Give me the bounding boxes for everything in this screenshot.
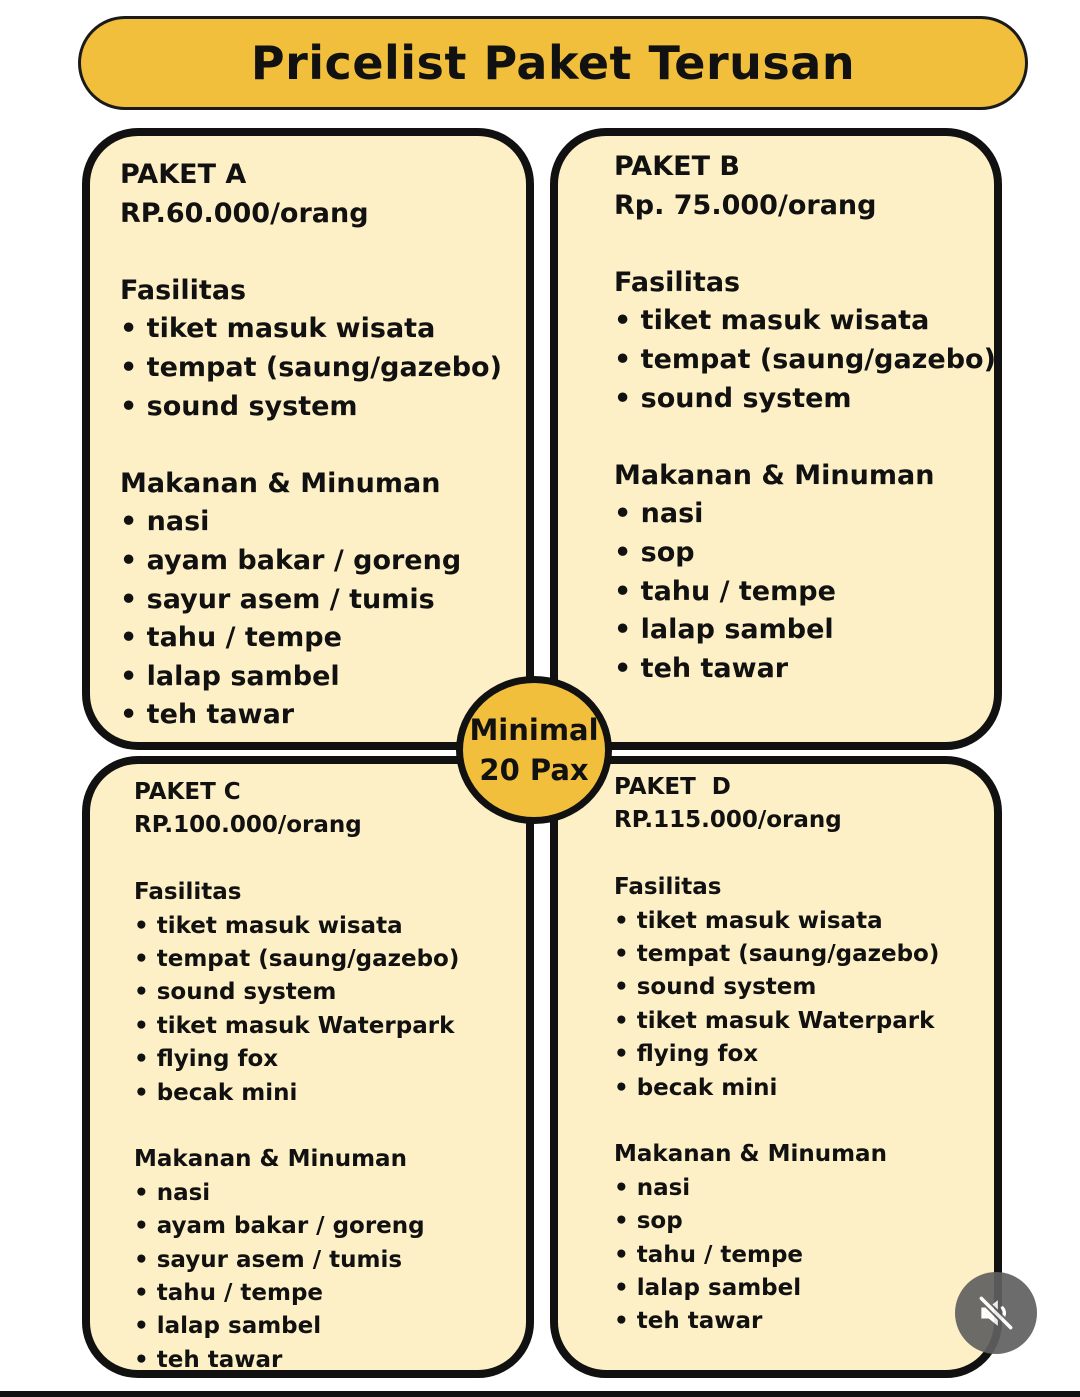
minimum-pax-badge — [456, 676, 612, 824]
package-name: PAKET C — [134, 779, 241, 805]
food-item: • nasi — [120, 503, 502, 542]
food-item: • sayur asem / tumis — [120, 581, 502, 620]
food-heading: Makanan & Minuman — [134, 1146, 407, 1173]
food-heading: Makanan & Minuman — [614, 459, 935, 491]
facilities-heading: Fasilitas — [614, 266, 741, 298]
food-item: • teh tawar — [134, 1344, 459, 1377]
food-item: • tahu / tempe — [614, 1239, 939, 1272]
package-a-content — [120, 156, 502, 735]
package-price: RP.115.000/orang — [614, 807, 842, 834]
facility-item: • sound system — [120, 388, 502, 427]
facilities-heading: Fasilitas — [614, 874, 722, 901]
facility-item: • tempat (saung/gazebo) — [134, 943, 459, 976]
food-item: • tahu / tempe — [134, 1277, 459, 1310]
facility-item: • sound system — [614, 380, 996, 419]
food-heading: Makanan & Minuman — [120, 467, 441, 499]
mute-button[interactable] — [955, 1272, 1037, 1354]
facilities-heading: Fasilitas — [120, 274, 247, 306]
food-item: • lalap sambel — [614, 611, 996, 650]
facility-item: • tiket masuk Waterpark — [134, 1010, 459, 1043]
facilities-heading: Fasilitas — [134, 879, 242, 906]
bottom-divider — [0, 1391, 1080, 1397]
food-item: • tahu / tempe — [120, 619, 502, 658]
package-b-content — [614, 148, 996, 688]
food-item: • nasi — [614, 495, 996, 534]
food-item: • ayam bakar / goreng — [120, 542, 502, 581]
facility-item: • sound system — [614, 971, 939, 1004]
title-banner — [78, 16, 1028, 110]
package-price: RP.60.000/orang — [120, 197, 369, 229]
food-item: • sop — [614, 1205, 939, 1238]
page-title: Pricelist Paket Terusan — [250, 36, 856, 90]
food-item: • teh tawar — [614, 1305, 939, 1338]
facility-item: • becak mini — [134, 1077, 459, 1110]
facility-item: • tiket masuk wisata — [120, 310, 502, 349]
food-item: • sop — [614, 534, 996, 573]
facility-item: • sound system — [134, 976, 459, 1009]
facility-item: • flying fox — [614, 1038, 939, 1071]
food-item: • teh tawar — [120, 696, 502, 735]
facility-item: • flying fox — [134, 1043, 459, 1076]
facility-item: • tempat (saung/gazebo) — [614, 938, 939, 971]
food-heading: Makanan & Minuman — [614, 1141, 887, 1168]
food-item: • nasi — [614, 1172, 939, 1205]
food-item: • lalap sambel — [134, 1310, 459, 1343]
facility-item: • tiket masuk wisata — [614, 905, 939, 938]
food-item: • tahu / tempe — [614, 573, 996, 612]
badge-line-2: 20 Pax — [479, 753, 589, 787]
facility-item: • becak mini — [614, 1072, 939, 1105]
food-item: • sayur asem / tumis — [134, 1244, 459, 1277]
food-item: • lalap sambel — [120, 658, 502, 697]
speaker-muted-icon — [974, 1291, 1018, 1335]
facility-item: • tempat (saung/gazebo) — [120, 349, 502, 388]
badge-line-1: Minimal — [469, 713, 599, 747]
package-card-c — [82, 756, 534, 1378]
package-card-a — [82, 128, 534, 750]
facility-item: • tiket masuk wisata — [614, 302, 996, 341]
package-name: PAKET A — [120, 159, 247, 190]
package-price: Rp. 75.000/orang — [614, 189, 877, 221]
package-card-d — [550, 756, 1002, 1378]
package-card-b — [550, 128, 1002, 750]
food-item: • teh tawar — [614, 650, 996, 689]
package-price: RP.100.000/orang — [134, 812, 362, 839]
facility-item: • tiket masuk wisata — [134, 910, 459, 943]
facility-item: • tiket masuk Waterpark — [614, 1005, 939, 1038]
food-item: • nasi — [134, 1177, 459, 1210]
food-item: • lalap sambel — [614, 1272, 939, 1305]
package-name: PAKET D — [614, 774, 731, 800]
package-c-content — [134, 776, 459, 1377]
facility-item: • tempat (saung/gazebo) — [614, 341, 996, 380]
package-name: PAKET B — [614, 151, 740, 182]
package-d-content — [614, 771, 939, 1339]
food-item: • ayam bakar / goreng — [134, 1210, 459, 1243]
